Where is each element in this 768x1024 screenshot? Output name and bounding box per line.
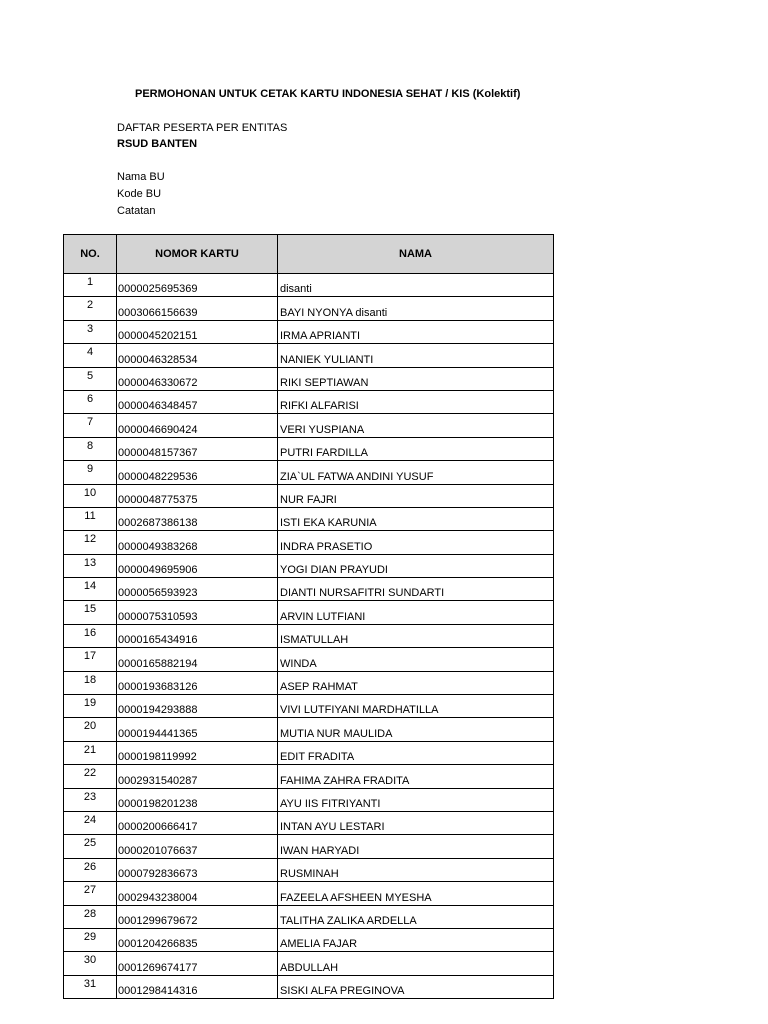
card-number: 0001298414316 xyxy=(117,975,278,998)
table-row xyxy=(64,811,554,834)
table-row xyxy=(64,882,554,905)
participant-table xyxy=(63,234,554,999)
row-number: 25 xyxy=(64,835,117,858)
card-number: 0000194293888 xyxy=(117,695,278,718)
card-number: 0000198119992 xyxy=(117,741,278,764)
card-number: 0000046328534 xyxy=(117,344,278,367)
participant-name: RUSMINAH xyxy=(278,858,554,881)
participant-name: TALITHA ZALIKA ARDELLA xyxy=(278,905,554,928)
row-number: 17 xyxy=(64,648,117,671)
card-number: 0000045202151 xyxy=(117,320,278,343)
card-number: 0000056593923 xyxy=(117,578,278,601)
row-number: 28 xyxy=(64,905,117,928)
card-number: 0002943238004 xyxy=(117,882,278,905)
row-number: 20 xyxy=(64,718,117,741)
participant-name: NUR FAJRI xyxy=(278,484,554,507)
table-row xyxy=(64,952,554,975)
table-row xyxy=(64,695,554,718)
table-header-row xyxy=(64,235,554,274)
participant-name: FAHIMA ZAHRA FRADITA xyxy=(278,765,554,788)
table-row xyxy=(64,928,554,951)
participant-name: AMELIA FAJAR xyxy=(278,928,554,951)
participant-name: IRMA APRIANTI xyxy=(278,320,554,343)
row-number: 29 xyxy=(64,928,117,951)
header-card-number: NOMOR KARTU xyxy=(117,235,278,274)
row-number: 26 xyxy=(64,858,117,881)
table-row xyxy=(64,461,554,484)
table-row xyxy=(64,788,554,811)
card-number: 0002931540287 xyxy=(117,765,278,788)
table-row xyxy=(64,507,554,530)
participant-name: SISKI ALFA PREGINOVA xyxy=(278,975,554,998)
table-row xyxy=(64,344,554,367)
table-body xyxy=(64,274,554,999)
card-number: 0000193683126 xyxy=(117,671,278,694)
meta-label-kode-bu: Kode BU xyxy=(117,188,162,200)
row-number: 2 xyxy=(64,297,117,320)
row-number: 8 xyxy=(64,437,117,460)
list-subtitle: DAFTAR PESERTA PER ENTITAS xyxy=(117,122,288,134)
row-number: 22 xyxy=(64,765,117,788)
participant-name: MUTIA NUR MAULIDA xyxy=(278,718,554,741)
participant-name: IWAN HARYADI xyxy=(278,835,554,858)
table-row xyxy=(64,975,554,998)
card-number: 0000046348457 xyxy=(117,390,278,413)
meta-fields xyxy=(117,169,165,220)
row-number: 3 xyxy=(64,320,117,343)
table-row xyxy=(64,578,554,601)
participant-name: ARVIN LUTFIANI xyxy=(278,601,554,624)
participant-name: ASEP RAHMAT xyxy=(278,671,554,694)
header-no: NO. xyxy=(64,235,117,274)
table-row xyxy=(64,367,554,390)
card-number: 0000048157367 xyxy=(117,437,278,460)
table-row xyxy=(64,531,554,554)
document-title: PERMOHONAN UNTUK CETAK KARTU INDONESIA SEHAT / KIS (Kolektif) xyxy=(135,88,521,100)
table-row xyxy=(64,671,554,694)
table-row xyxy=(64,601,554,624)
participant-name: INTAN AYU LESTARI xyxy=(278,811,554,834)
table-row xyxy=(64,741,554,764)
table-row xyxy=(64,905,554,928)
table-row xyxy=(64,320,554,343)
participant-name: ISMATULLAH xyxy=(278,624,554,647)
row-number: 31 xyxy=(64,975,117,998)
table-row xyxy=(64,835,554,858)
table-row xyxy=(64,274,554,297)
card-number: 0000046690424 xyxy=(117,414,278,437)
entity-name: RSUD BANTEN xyxy=(117,138,198,150)
participant-name: AYU IIS FITRIYANTI xyxy=(278,788,554,811)
table-row xyxy=(64,718,554,741)
table-row xyxy=(64,554,554,577)
participant-name: RIKI SEPTIAWAN xyxy=(278,367,554,390)
participant-name: NANIEK YULIANTI xyxy=(278,344,554,367)
card-number: 0001204266835 xyxy=(117,928,278,951)
table-row xyxy=(64,484,554,507)
participant-name: PUTRI FARDILLA xyxy=(278,437,554,460)
card-number: 0003066156639 xyxy=(117,297,278,320)
card-number: 0000200666417 xyxy=(117,811,278,834)
participant-name: FAZEELA AFSHEEN MYESHA xyxy=(278,882,554,905)
row-number: 14 xyxy=(64,578,117,601)
row-number: 7 xyxy=(64,414,117,437)
card-number: 0000048229536 xyxy=(117,461,278,484)
row-number: 4 xyxy=(64,344,117,367)
table-row xyxy=(64,624,554,647)
row-number: 23 xyxy=(64,788,117,811)
row-number: 21 xyxy=(64,741,117,764)
participant-name: INDRA PRASETIO xyxy=(278,531,554,554)
card-number: 0000792836673 xyxy=(117,858,278,881)
row-number: 15 xyxy=(64,601,117,624)
card-number: 0000194441365 xyxy=(117,718,278,741)
row-number: 13 xyxy=(64,554,117,577)
participant-name: RIFKI ALFARISI xyxy=(278,390,554,413)
participant-name: VIVI LUTFIYANI MARDHATILLA xyxy=(278,695,554,718)
table-row xyxy=(64,297,554,320)
row-number: 9 xyxy=(64,461,117,484)
participant-name: ZIA`UL FATWA ANDINI YUSUF xyxy=(278,461,554,484)
header-name: NAMA xyxy=(278,235,554,274)
table-row xyxy=(64,648,554,671)
card-number: 0001299679672 xyxy=(117,905,278,928)
table-row xyxy=(64,437,554,460)
meta-label-nama-bu: Nama BU xyxy=(117,171,165,183)
row-number: 24 xyxy=(64,811,117,834)
card-number: 0000198201238 xyxy=(117,788,278,811)
participant-name: YOGI DIAN PRAYUDI xyxy=(278,554,554,577)
participant-name: VERI YUSPIANA xyxy=(278,414,554,437)
participant-name: ABDULLAH xyxy=(278,952,554,975)
row-number: 5 xyxy=(64,367,117,390)
row-number: 10 xyxy=(64,484,117,507)
table-row xyxy=(64,858,554,881)
meta-label-catatan: Catatan xyxy=(117,205,156,217)
card-number: 0000075310593 xyxy=(117,601,278,624)
card-number: 0000046330672 xyxy=(117,367,278,390)
card-number: 0000165882194 xyxy=(117,648,278,671)
card-number: 0001269674177 xyxy=(117,952,278,975)
participant-name: WINDA xyxy=(278,648,554,671)
table-row xyxy=(64,390,554,413)
row-number: 6 xyxy=(64,390,117,413)
participant-name: ISTI EKA KARUNIA xyxy=(278,507,554,530)
row-number: 27 xyxy=(64,882,117,905)
row-number: 30 xyxy=(64,952,117,975)
participant-name: BAYI NYONYA disanti xyxy=(278,297,554,320)
card-number: 0000049383268 xyxy=(117,531,278,554)
card-number: 0000201076637 xyxy=(117,835,278,858)
table-row xyxy=(64,414,554,437)
row-number: 18 xyxy=(64,671,117,694)
card-number: 0000048775375 xyxy=(117,484,278,507)
card-number: 0002687386138 xyxy=(117,507,278,530)
participant-name: disanti xyxy=(278,274,554,297)
row-number: 12 xyxy=(64,531,117,554)
row-number: 11 xyxy=(64,507,117,530)
card-number: 0000049695906 xyxy=(117,554,278,577)
row-number: 1 xyxy=(64,274,117,297)
table-row xyxy=(64,765,554,788)
card-number: 0000025695369 xyxy=(117,274,278,297)
row-number: 19 xyxy=(64,695,117,718)
participant-name: EDIT FRADITA xyxy=(278,741,554,764)
participant-name: DIANTI NURSAFITRI SUNDARTI xyxy=(278,578,554,601)
card-number: 0000165434916 xyxy=(117,624,278,647)
row-number: 16 xyxy=(64,624,117,647)
